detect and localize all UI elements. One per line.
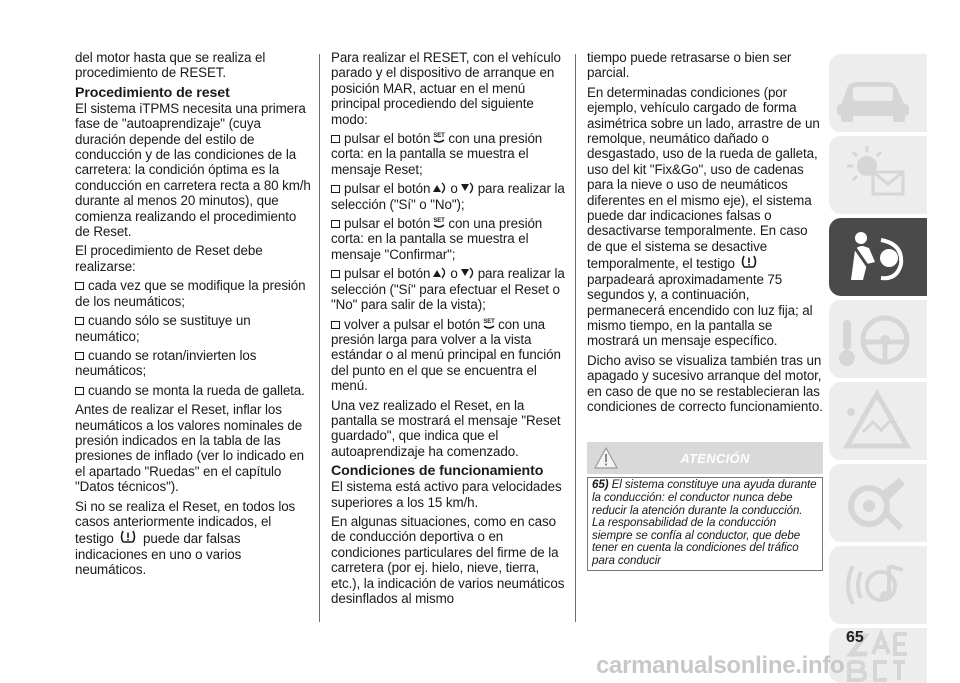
col3-paragraph-1: tiempo puede retrasarse o bien ser parcial. bbox=[587, 50, 792, 81]
col2-paragraph-2: Una vez realizado el Reset, en la pantalla se mostrará el mensaje "Reset guardado", que indica que el autoaprendizaje ha comenzado. bbox=[331, 397, 561, 459]
reset-steps-list bbox=[331, 131, 567, 394]
col1-paragraph-4: Antes de realizar el Reset, inflar los neumáticos a los valores nominales de presión indicados en la tabla de las presiones de inflado (ver lo indicado en el apartado "Ruedas" en el capítulo "Datos técnicos"). bbox=[75, 402, 304, 495]
col3-paragraph-3: Dicho aviso se visualiza también tras un apagado y sucesivo arranque del motor, en caso de que no se restablecieran las condiciones de correcto funcionamiento. bbox=[587, 352, 823, 414]
bullet-box-icon bbox=[331, 321, 340, 329]
col2-paragraph-1: Para realizar el RESET, con el vehículo parado y el dispositivo de arranque en posición MAR, actuar en el menú principal procediendo del siguiente modo: bbox=[331, 50, 561, 127]
bullet-box-icon bbox=[75, 317, 84, 325]
list-item: cuando sólo se sustituye un neumático; bbox=[75, 313, 251, 344]
list-item: cada vez que se modifique la presión de los neumáticos; bbox=[75, 278, 306, 309]
warning-lights-icon bbox=[829, 136, 927, 214]
warning-body bbox=[587, 477, 823, 570]
watermark: carmanualsonline.info bbox=[596, 652, 845, 679]
list-item: cuando se rotan/invierten los neumáticos; bbox=[75, 347, 257, 379]
bullet-box-icon bbox=[331, 270, 340, 278]
multimedia-icon bbox=[829, 546, 927, 624]
bullet-box-icon bbox=[75, 352, 84, 360]
list-item: pulsar el botón o para realizar la selección ("Sí" para efectuar el Reset o "No" para salir de la vista); bbox=[331, 266, 565, 313]
column-divider bbox=[319, 54, 320, 622]
col2-paragraph-4: En algunas situaciones, como en caso de conducción deportiva o en condiciones particulares del firme de la carretera (por ej. hielo, nieve, tierra, etc.), la indicación de varios neumáticos desinflados al mismo bbox=[331, 513, 565, 606]
up-arrow-button-icon bbox=[432, 266, 448, 280]
bullet-box-icon bbox=[331, 185, 340, 193]
svg-text:SET: SET bbox=[433, 218, 446, 225]
side-tab-maintenance[interactable] bbox=[829, 464, 927, 542]
col2-paragraph-3: El sistema está activo para velocidades superiores a los 15 km/h. bbox=[331, 479, 562, 510]
warning-text: El sistema constituye una ayuda durante la conducción: el conductor nunca debe reducir la atención durante la conducción. La responsabilidad de la conducción siempre se confía al conductor, que debe tener en cuenta la condiciones del tráfico para conducir bbox=[592, 478, 817, 567]
side-tab-emergency[interactable] bbox=[829, 382, 927, 460]
maintenance-wrench-icon bbox=[829, 464, 927, 542]
svg-text:SET: SET bbox=[433, 133, 446, 140]
section-heading-conditions: Condiciones de funcionamiento bbox=[331, 463, 544, 480]
section-heading-reset: Procedimiento de reset bbox=[75, 84, 230, 101]
up-arrow-button-icon bbox=[432, 181, 448, 195]
list-item: pulsar el botón o para realizar la selección ("Sí" o "No"); bbox=[331, 181, 565, 212]
svg-text:SET: SET bbox=[483, 318, 495, 325]
warning-header bbox=[587, 442, 823, 474]
column-3 bbox=[587, 50, 823, 571]
bullet-box-icon bbox=[75, 282, 84, 290]
side-tab-multimedia[interactable] bbox=[829, 546, 927, 624]
tpms-warning-light-icon bbox=[740, 254, 758, 270]
col1-paragraph-1: del motor hasta que se realiza el procedimiento de RESET. bbox=[75, 50, 266, 81]
warning-title: ATENCIÓN bbox=[680, 451, 750, 467]
set-button-icon bbox=[482, 317, 496, 331]
list-item: pulsar el botón SET con una presión corta: en la pantalla se muestra el mensaje Reset; bbox=[331, 131, 543, 177]
list-item: volver a pulsar el botón SET con una presión larga para volver a la vista estándar o al menú principal en función del punto en el que se encuentra el menú. bbox=[331, 316, 561, 394]
set-button-icon bbox=[432, 131, 446, 145]
col1-paragraph-3: El procedimiento de Reset debe realizarse: bbox=[75, 243, 263, 274]
column-1 bbox=[75, 50, 311, 582]
page-number: 65 bbox=[846, 629, 864, 646]
bullet-box-icon bbox=[331, 135, 340, 143]
warning-number: 65) bbox=[592, 478, 609, 492]
col3-paragraph-2: En determinadas condiciones (por ejemplo, vehículo cargado de forma asimétrica sobre un lado, arrastre de un remolque, neumático dañado o desgastado, uso de la rueda de galleta, uso del kit "Fix&Go", uso de cadenas para la nieve o uso de neumáticos diferentes en el mismo eje), el sistema puede dar indicaciones falsas o desactivarse temporalmente. En caso de que el sistema se desactive temporalmente, el testigo parpadeará aproximadamente 75 segundos y, a continuación, permanecerá encendido con luz fija; al mismo tiempo, en la pantalla se mostrará un mensaje específico. bbox=[587, 84, 820, 349]
side-tab-safety[interactable] bbox=[829, 218, 927, 296]
breakdown-triangle-icon bbox=[829, 382, 927, 460]
list-item: cuando se monta la rueda de galleta. bbox=[75, 383, 311, 398]
side-tab-start-drive[interactable] bbox=[829, 300, 927, 378]
col1-paragraph-2: El sistema iTPMS necesita una primera fase de "autoaprendizaje" (cuya duración depende del estilo de conducción y de las condiciones de la carretera: la condición óptima es la conducción en carretera recta a 80 km/h durante al menos 20 minutos), que comienza realizando el procedimiento de Reset. bbox=[75, 100, 311, 240]
side-tab-warning-lights[interactable] bbox=[829, 136, 927, 214]
list-item: pulsar el botón SET con una presión corta: en la pantalla se muestra el mensaje "Confirmar"; bbox=[331, 216, 543, 262]
down-arrow-button-icon bbox=[460, 266, 476, 280]
seatbelt-airbag-icon bbox=[829, 218, 927, 296]
set-button-icon bbox=[432, 216, 446, 230]
bullet-box-icon bbox=[331, 220, 340, 228]
column-2 bbox=[331, 50, 567, 610]
tpms-warning-light-icon bbox=[119, 529, 137, 545]
bullet-box-icon bbox=[75, 387, 84, 395]
reset-conditions-list bbox=[75, 278, 311, 398]
down-arrow-button-icon bbox=[460, 181, 476, 195]
car-icon bbox=[829, 54, 927, 132]
col1-paragraph-5: Si no se realiza el Reset, en todos los casos anteriormente indicados, el testigo puede dar falsas indicaciones en uno o varios neumáticos. bbox=[75, 498, 296, 578]
column-divider bbox=[575, 54, 576, 622]
key-steering-icon bbox=[829, 300, 927, 378]
side-tab-car[interactable] bbox=[829, 54, 927, 132]
